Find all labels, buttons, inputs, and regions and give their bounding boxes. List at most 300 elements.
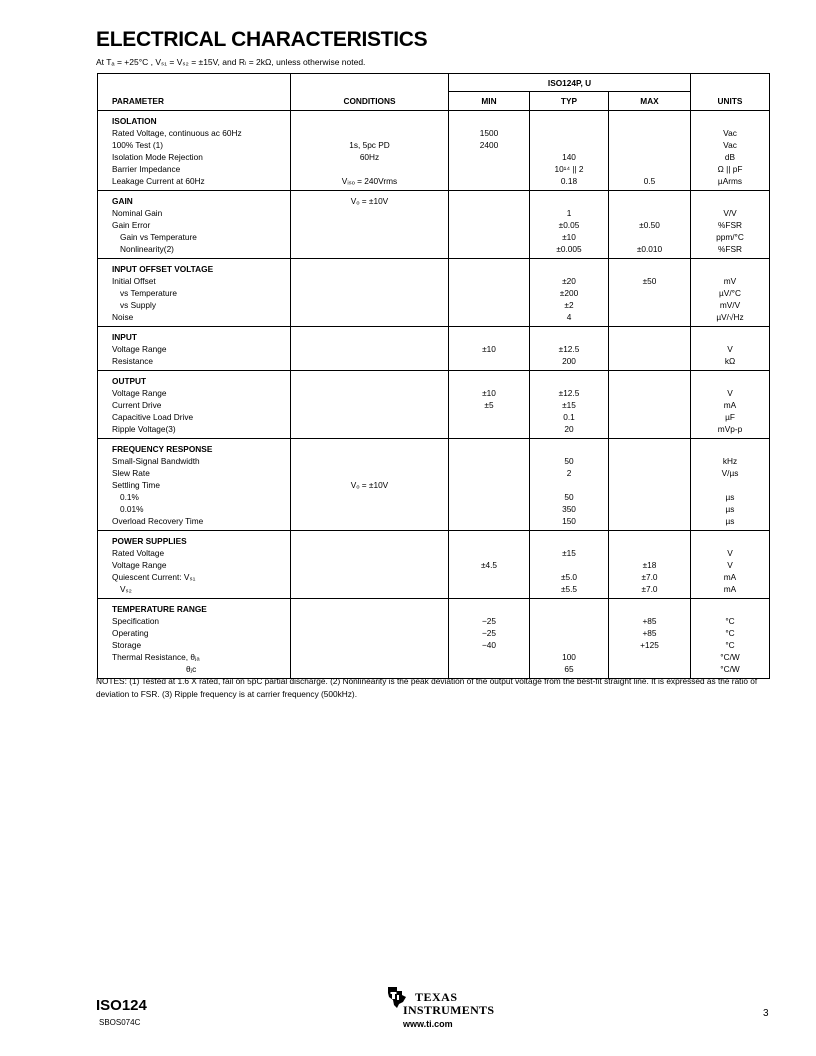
cell-param: Noise <box>112 312 134 322</box>
cell-cond <box>291 559 448 571</box>
spacer <box>609 603 690 615</box>
cell-max <box>609 515 690 527</box>
spacer <box>291 331 448 343</box>
column-units <box>691 111 770 191</box>
spacer <box>449 535 529 547</box>
section-heading: POWER SUPPLIES <box>112 536 187 546</box>
cell-param: vs Temperature <box>120 288 178 298</box>
spacer <box>449 603 529 615</box>
section-input-offset-voltage <box>98 259 770 327</box>
spacer <box>449 115 529 127</box>
cell-max <box>609 299 690 311</box>
cell-min <box>449 299 529 311</box>
spacer <box>691 115 769 127</box>
cell-typ: 50 <box>564 456 574 466</box>
cell-param: Vₛ₂ <box>120 584 132 594</box>
cell-max <box>609 287 690 299</box>
column-typ <box>530 531 609 599</box>
spacer <box>530 195 608 207</box>
header-min: MIN <box>449 92 530 111</box>
column-param <box>98 599 291 679</box>
cell-cond <box>291 515 448 527</box>
column-min <box>449 259 530 327</box>
cell-cond <box>291 207 448 219</box>
cell-min <box>449 219 529 231</box>
cell-cond <box>291 299 448 311</box>
cell-min: −40 <box>481 640 497 650</box>
cell-typ: 1 <box>566 208 572 218</box>
website-link[interactable]: www.ti.com <box>403 1019 453 1029</box>
logo-text-line2: INSTRUMENTS <box>403 1003 495 1017</box>
column-param <box>98 191 291 259</box>
cell-typ <box>530 615 608 627</box>
cell-typ: ±20 <box>562 276 576 286</box>
spacer <box>291 375 448 387</box>
spacer <box>691 443 769 455</box>
spacer <box>291 263 448 275</box>
spacer <box>609 375 690 387</box>
cell-cond <box>291 231 448 243</box>
cell-units: °C/W <box>720 652 740 662</box>
cell-param: Rated Voltage, continuous ac 60Hz <box>112 128 242 138</box>
cell-units: °C/W <box>720 664 740 674</box>
column-cond <box>291 439 449 531</box>
cell-param: Voltage Range <box>112 388 167 398</box>
cell-units: °C <box>725 640 735 650</box>
column-param <box>98 111 291 191</box>
cell-param: Settling Time <box>112 480 160 490</box>
cell-min <box>449 467 529 479</box>
column-typ <box>530 191 609 259</box>
cell-param: Barrier Impedance <box>112 164 181 174</box>
header-typ: TYP <box>530 92 609 111</box>
cell-units: µs <box>725 504 735 514</box>
cell-typ: 65 <box>564 664 574 674</box>
cell-max <box>609 311 690 323</box>
cell-max: +85 <box>642 616 657 626</box>
cell-typ: 10¹⁴ || 2 <box>554 164 584 174</box>
section-heading: GAIN <box>112 196 133 206</box>
column-param <box>98 371 291 439</box>
cell-max: ±0.50 <box>639 220 660 230</box>
column-typ <box>530 111 609 191</box>
column-min <box>449 191 530 259</box>
spacer <box>291 115 448 127</box>
column-min <box>449 327 530 371</box>
cell-cond: 60Hz <box>359 152 380 162</box>
cell-units: °C <box>725 628 735 638</box>
cell-min <box>449 455 529 467</box>
column-min <box>449 439 530 531</box>
column-param <box>98 327 291 371</box>
column-max <box>609 531 691 599</box>
cell-param: Small-Signal Bandwidth <box>112 456 200 466</box>
cell-typ <box>530 127 608 139</box>
test-conditions-subtitle: At Tₐ = +25°C , Vₛ₁ = Vₛ₂ = ±15V, and Rₗ = 2kΩ, unless otherwise noted. <box>96 57 366 67</box>
column-units <box>691 599 770 679</box>
cell-param: Voltage Range <box>112 560 167 570</box>
cell-max <box>609 399 690 411</box>
section-heading: ISOLATION <box>112 116 157 126</box>
cell-param: Gain Error <box>112 220 151 230</box>
column-units <box>691 259 770 327</box>
cell-typ: ±10 <box>562 232 576 242</box>
cell-param: Thermal Resistance, θⱼₐ <box>112 652 200 662</box>
cell-cond <box>291 127 448 139</box>
spacer <box>691 535 769 547</box>
table-body <box>98 111 770 679</box>
spacer <box>691 375 769 387</box>
cell-param: Capacitive Load Drive <box>112 412 194 422</box>
column-cond <box>291 111 449 191</box>
cell-param: Ripple Voltage(3) <box>112 424 176 434</box>
column-units <box>691 439 770 531</box>
column-typ <box>530 327 609 371</box>
cell-max <box>609 491 690 503</box>
cell-min <box>449 231 529 243</box>
header-max: MAX <box>609 92 691 111</box>
cell-units: µV/°C <box>719 288 741 298</box>
cell-param: Gain vs Temperature <box>120 232 197 242</box>
column-max <box>609 371 691 439</box>
cell-units: kHz <box>722 456 738 466</box>
column-units <box>691 531 770 599</box>
cell-typ: ±5.5 <box>560 584 578 594</box>
spacer <box>609 195 690 207</box>
spacer <box>291 443 448 455</box>
cell-min: ±4.5 <box>480 560 498 570</box>
cell-cond <box>291 627 448 639</box>
spacer <box>530 331 608 343</box>
column-param <box>98 439 291 531</box>
cell-units: µs <box>725 516 735 526</box>
cell-min <box>449 355 529 367</box>
cell-max <box>609 479 690 491</box>
column-max <box>609 327 691 371</box>
cell-param: vs Supply <box>120 300 156 310</box>
cell-cond <box>291 455 448 467</box>
cell-param: Current Drive <box>112 400 162 410</box>
column-cond <box>291 191 449 259</box>
cell-max <box>609 455 690 467</box>
cell-cond <box>291 423 448 435</box>
column-max <box>609 191 691 259</box>
cell-max <box>609 231 690 243</box>
column-cond <box>291 531 449 599</box>
section-output <box>98 371 770 439</box>
spacer <box>291 535 448 547</box>
cell-units: V/V <box>723 208 737 218</box>
product-name: ISO124 <box>96 997 147 1014</box>
cell-max <box>609 547 690 559</box>
cell-min <box>449 515 529 527</box>
column-units <box>691 327 770 371</box>
cell-max: +85 <box>642 628 657 638</box>
cell-max: 0.5 <box>643 176 656 186</box>
cell-typ <box>530 627 608 639</box>
spacer <box>691 195 769 207</box>
section-gain <box>98 191 770 259</box>
cell-typ: 20 <box>564 424 574 434</box>
cell-min <box>449 423 529 435</box>
section-heading: TEMPERATURE RANGE <box>112 604 207 614</box>
cell-min: ±10 <box>482 344 496 354</box>
cell-min <box>449 547 529 559</box>
cell-max: ±50 <box>642 276 657 286</box>
spacer <box>291 603 448 615</box>
header-parameter: PARAMETER <box>98 92 291 111</box>
cell-units: °C <box>725 616 735 626</box>
cell-param: 100% Test (1) <box>112 140 164 150</box>
cell-typ: 350 <box>562 504 576 514</box>
column-param <box>98 531 291 599</box>
cell-min: ±5 <box>484 400 494 410</box>
cell-min <box>449 651 529 663</box>
cell-cond <box>291 651 448 663</box>
spacer <box>609 535 690 547</box>
column-cond <box>291 259 449 327</box>
column-min <box>449 371 530 439</box>
cell-typ: ±15 <box>562 400 576 410</box>
cell-typ: ±0.05 <box>558 220 580 230</box>
logo-text-line1: TEXAS <box>415 990 458 1004</box>
cell-param: Rated Voltage <box>112 548 165 558</box>
spacer <box>530 535 608 547</box>
cell-typ <box>530 559 608 571</box>
cell-min <box>449 479 529 491</box>
cell-param: Slew Rate <box>112 468 150 478</box>
cell-max: ±18 <box>642 560 657 570</box>
cell-max: ±7.0 <box>641 584 658 594</box>
cell-max <box>609 503 690 515</box>
cell-typ: 4 <box>566 312 572 322</box>
cell-max: ±7.0 <box>641 572 658 582</box>
section-temperature-range <box>98 599 770 679</box>
cell-units: Vac <box>723 140 737 150</box>
spacer <box>530 375 608 387</box>
cell-max <box>609 163 690 175</box>
electrical-characteristics-table <box>97 73 770 679</box>
cell-param: Overload Recovery Time <box>112 516 204 526</box>
cell-typ: 50 <box>564 492 574 502</box>
cell-max <box>609 151 690 163</box>
column-min <box>449 111 530 191</box>
column-max <box>609 111 691 191</box>
column-max <box>609 599 691 679</box>
section-heading: INPUT <box>112 332 137 342</box>
cell-max <box>609 127 690 139</box>
cell-param: Nominal Gain <box>112 208 163 218</box>
cell-cond <box>291 639 448 651</box>
cell-min: ±10 <box>482 388 496 398</box>
cell-typ: ±12.5 <box>558 388 580 398</box>
cell-typ <box>530 479 608 491</box>
cell-cond <box>291 387 448 399</box>
column-cond <box>291 599 449 679</box>
texas-instruments-logo <box>383 984 493 1032</box>
column-param <box>98 259 291 327</box>
column-max <box>609 259 691 327</box>
cell-param: Specification <box>112 616 160 626</box>
spacer <box>449 195 529 207</box>
column-typ <box>530 439 609 531</box>
cell-typ: 2 <box>566 468 572 478</box>
cell-typ: ±2 <box>564 300 574 310</box>
cell-typ: ±5.0 <box>560 572 578 582</box>
cell-units: V <box>727 344 733 354</box>
cell-units: Vac <box>723 128 737 138</box>
cell-max <box>609 663 690 675</box>
cell-units: µF <box>725 412 735 422</box>
section-heading: INPUT OFFSET VOLTAGE <box>112 264 214 274</box>
cell-typ: ±12.5 <box>558 344 580 354</box>
cell-min <box>449 207 529 219</box>
cell-cond <box>291 615 448 627</box>
cell-param: Isolation Mode Rejection <box>112 152 203 162</box>
cell-typ: ±200 <box>559 288 579 298</box>
column-units <box>691 371 770 439</box>
cell-max: +125 <box>640 640 659 650</box>
cell-units: µs <box>725 492 735 502</box>
cell-cond <box>291 343 448 355</box>
cell-typ: 0.1 <box>563 412 575 422</box>
cell-min <box>449 151 529 163</box>
section-heading: FREQUENCY RESPONSE <box>112 444 213 454</box>
column-units <box>691 191 770 259</box>
cell-param: 0.01% <box>120 504 144 514</box>
spacer <box>530 263 608 275</box>
cell-typ: 200 <box>562 356 576 366</box>
cell-max: ±0.010 <box>636 244 663 254</box>
cell-max <box>609 343 690 355</box>
page-number: 3 <box>763 1008 769 1019</box>
cell-min: 2400 <box>479 140 499 150</box>
cell-typ: ±0.005 <box>556 244 582 254</box>
cell-cond <box>291 571 448 583</box>
cell-min <box>449 491 529 503</box>
device-group-header: ISO124P, U <box>449 74 691 92</box>
cell-param: 0.1% <box>120 492 139 502</box>
section-frequency-response <box>98 439 770 531</box>
cell-min <box>449 287 529 299</box>
cell-units: Ω || pF <box>717 164 743 174</box>
cell-units: mA <box>723 400 737 410</box>
column-cond <box>291 371 449 439</box>
spacer <box>609 443 690 455</box>
cell-units: V <box>727 548 733 558</box>
spacer <box>609 331 690 343</box>
cell-typ: 0.18 <box>560 176 578 186</box>
spacer <box>530 603 608 615</box>
spacer <box>691 603 769 615</box>
cell-cond <box>291 399 448 411</box>
cell-units: %FSR <box>718 220 742 230</box>
section-isolation <box>98 111 770 191</box>
cell-typ: 150 <box>562 516 576 526</box>
section-input <box>98 327 770 371</box>
cell-cond: Vᵢₛₒ = 240Vrms <box>341 176 398 186</box>
spacer <box>530 115 608 127</box>
cell-cond <box>291 467 448 479</box>
cell-max <box>609 411 690 423</box>
section-condition: Vₒ = ±10V <box>350 196 389 206</box>
spacer <box>530 443 608 455</box>
cell-min <box>449 663 529 675</box>
cell-cond <box>291 275 448 287</box>
cell-units: V <box>727 560 733 570</box>
cell-units: µArms <box>717 176 743 186</box>
cell-min <box>449 311 529 323</box>
column-typ <box>530 599 609 679</box>
cell-param: Leakage Current at 60Hz <box>112 176 205 186</box>
spacer <box>691 263 769 275</box>
footnotes: NOTES: (1) Tested at 1.6 X rated, fail on 5pC partial discharge. (2) Nonlinearity is the peak deviation of the output voltage from the best-fit straight line. It is expressed as the ratio of deviation to FSR. (3) Ripple frequency is at carrier frequency (500kHz). <box>96 676 758 699</box>
document-number: SBOS074C <box>99 1018 141 1027</box>
page-title: ELECTRICAL CHARACTERISTICS <box>96 28 428 51</box>
cell-typ: 140 <box>562 152 576 162</box>
cell-units: mVp-p <box>717 424 743 434</box>
spacer <box>449 443 529 455</box>
cell-min <box>449 163 529 175</box>
cell-max <box>609 207 690 219</box>
cell-cond <box>291 219 448 231</box>
cell-param: Initial Offset <box>112 276 156 286</box>
cell-cond: 1s, 5pc PD <box>349 140 390 150</box>
cell-units: V/µs <box>721 468 739 478</box>
cell-param: Voltage Range <box>112 344 167 354</box>
cell-units: µV/√Hz <box>716 312 744 322</box>
cell-units <box>691 479 769 491</box>
spacer <box>609 115 690 127</box>
cell-min <box>449 243 529 255</box>
header-conditions: CONDITIONS <box>291 92 449 111</box>
spacer <box>449 263 529 275</box>
cell-units: mV/V <box>719 300 741 310</box>
cell-cond <box>291 547 448 559</box>
cell-cond <box>291 503 448 515</box>
cell-typ: ±15 <box>562 548 576 558</box>
cell-param: θⱼᴄ <box>186 664 197 674</box>
cell-min <box>449 175 529 187</box>
cell-units: mA <box>723 572 737 582</box>
column-min <box>449 599 530 679</box>
cell-min <box>449 503 529 515</box>
column-typ <box>530 371 609 439</box>
column-typ <box>530 259 609 327</box>
cell-max <box>609 423 690 435</box>
cell-cond <box>291 311 448 323</box>
cell-units: %FSR <box>718 244 742 254</box>
cell-min: −25 <box>481 628 497 638</box>
column-min <box>449 531 530 599</box>
cell-cond <box>291 243 448 255</box>
cell-min <box>449 583 529 595</box>
cell-units: V <box>727 388 733 398</box>
header-units: UNITS <box>691 92 770 111</box>
section-heading: OUTPUT <box>112 376 147 386</box>
spacer <box>609 263 690 275</box>
cell-param: Resistance <box>112 356 154 366</box>
cell-typ: 100 <box>562 652 576 662</box>
cell-cond <box>291 355 448 367</box>
cell-param: Operating <box>112 628 149 638</box>
column-cond <box>291 327 449 371</box>
cell-min: −25 <box>481 616 497 626</box>
cell-units: mV <box>723 276 737 286</box>
spacer <box>691 331 769 343</box>
cell-cond <box>291 287 448 299</box>
cell-cond <box>291 583 448 595</box>
